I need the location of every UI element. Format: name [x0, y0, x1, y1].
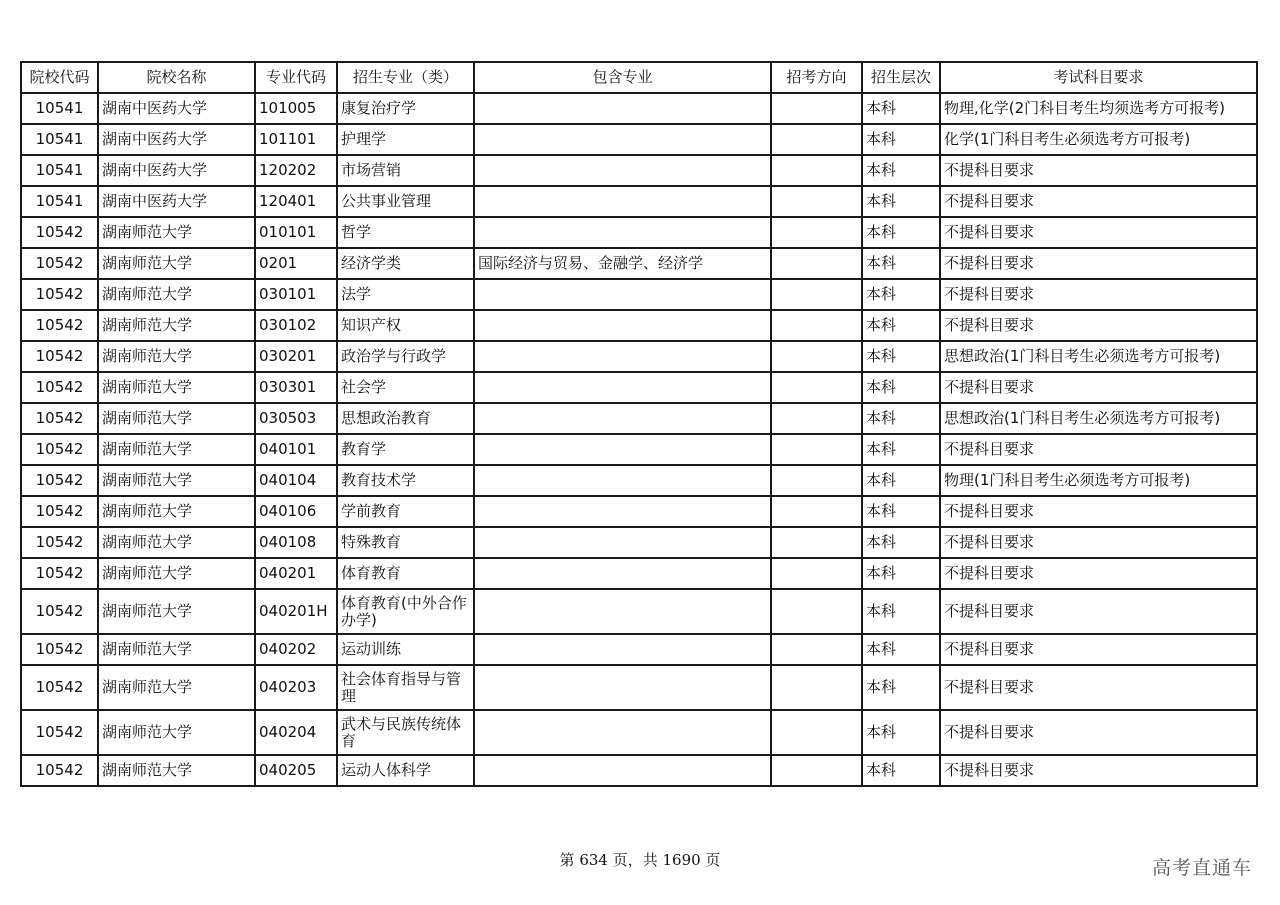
cell-school-name: 湖南师范大学	[98, 527, 255, 558]
cell-included-majors	[474, 403, 771, 434]
cell-direction	[771, 496, 862, 527]
cell-direction	[771, 527, 862, 558]
cell-subject-requirement: 物理,化学(2门科目考生均须选考方可报考)	[940, 93, 1257, 124]
table-row	[21, 372, 1257, 403]
cell-major: 法学	[337, 279, 474, 310]
cell-school-code: 10542	[21, 665, 98, 710]
cell-school-name: 湖南师范大学	[98, 755, 255, 786]
cell-major-code: 040104	[255, 465, 337, 496]
table-row	[21, 341, 1257, 372]
cell-included-majors	[474, 527, 771, 558]
cell-major: 运动训练	[337, 634, 474, 665]
cell-school-code: 10542	[21, 634, 98, 665]
cell-subject-requirement: 思想政治(1门科目考生必须选考方可报考)	[940, 341, 1257, 372]
cell-school-code: 10542	[21, 589, 98, 634]
header-row	[21, 62, 1257, 93]
cell-subject-requirement: 物理(1门科目考生必须选考方可报考)	[940, 465, 1257, 496]
cell-level: 本科	[862, 665, 940, 710]
cell-included-majors: 国际经济与贸易、金融学、经济学	[474, 248, 771, 279]
cell-school-code: 10542	[21, 710, 98, 755]
cell-subject-requirement: 思想政治(1门科目考生必须选考方可报考)	[940, 403, 1257, 434]
cell-school-name: 湖南师范大学	[98, 589, 255, 634]
cell-major-code: 101005	[255, 93, 337, 124]
table-row	[21, 403, 1257, 434]
cell-direction	[771, 434, 862, 465]
cell-school-name: 湖南师范大学	[98, 634, 255, 665]
cell-subject-requirement: 不提科目要求	[940, 755, 1257, 786]
cell-direction	[771, 589, 862, 634]
cell-major-code: 040106	[255, 496, 337, 527]
cell-subject-requirement: 不提科目要求	[940, 434, 1257, 465]
cell-school-code: 10542	[21, 558, 98, 589]
cell-major-code: 030201	[255, 341, 337, 372]
cell-included-majors	[474, 341, 771, 372]
cell-school-name: 湖南师范大学	[98, 496, 255, 527]
header-subject-requirement: 考试科目要求	[940, 62, 1257, 93]
table-row	[21, 310, 1257, 341]
cell-direction	[771, 341, 862, 372]
cell-major-code: 040204	[255, 710, 337, 755]
cell-level: 本科	[862, 93, 940, 124]
cell-major-code: 040108	[255, 527, 337, 558]
cell-major-code: 030101	[255, 279, 337, 310]
cell-level: 本科	[862, 217, 940, 248]
cell-school-name: 湖南中医药大学	[98, 186, 255, 217]
cell-school-name: 湖南师范大学	[98, 710, 255, 755]
cell-school-code: 10542	[21, 310, 98, 341]
cell-school-name: 湖南师范大学	[98, 372, 255, 403]
cell-major: 政治学与行政学	[337, 341, 474, 372]
cell-school-name: 湖南中医药大学	[98, 93, 255, 124]
cell-major: 社会学	[337, 372, 474, 403]
table-row	[21, 248, 1257, 279]
table-row	[21, 710, 1257, 755]
cell-major: 公共事业管理	[337, 186, 474, 217]
cell-subject-requirement: 化学(1门科目考生必须选考方可报考)	[940, 124, 1257, 155]
cell-major-code: 040203	[255, 665, 337, 710]
cell-major: 体育教育(中外合作办学)	[337, 589, 474, 634]
cell-included-majors	[474, 755, 771, 786]
cell-included-majors	[474, 665, 771, 710]
cell-school-code: 10542	[21, 755, 98, 786]
cell-school-name: 湖南师范大学	[98, 465, 255, 496]
cell-school-code: 10542	[21, 496, 98, 527]
cell-direction	[771, 665, 862, 710]
cell-major-code: 030301	[255, 372, 337, 403]
cell-direction	[771, 372, 862, 403]
cell-major-code: 030102	[255, 310, 337, 341]
cell-level: 本科	[862, 710, 940, 755]
cell-subject-requirement: 不提科目要求	[940, 634, 1257, 665]
cell-major: 社会体育指导与管理	[337, 665, 474, 710]
table-row	[21, 217, 1257, 248]
table-row	[21, 558, 1257, 589]
cell-level: 本科	[862, 403, 940, 434]
table-row	[21, 155, 1257, 186]
table-row	[21, 93, 1257, 124]
cell-major: 特殊教育	[337, 527, 474, 558]
cell-subject-requirement: 不提科目要求	[940, 665, 1257, 710]
cell-school-code: 10542	[21, 434, 98, 465]
cell-school-name: 湖南师范大学	[98, 665, 255, 710]
header-included-majors: 包含专业	[474, 62, 771, 93]
cell-school-name: 湖南师范大学	[98, 217, 255, 248]
cell-level: 本科	[862, 434, 940, 465]
cell-direction	[771, 710, 862, 755]
cell-included-majors	[474, 558, 771, 589]
table-row	[21, 634, 1257, 665]
cell-major: 康复治疗学	[337, 93, 474, 124]
cell-direction	[771, 93, 862, 124]
cell-subject-requirement: 不提科目要求	[940, 496, 1257, 527]
cell-major-code: 040201H	[255, 589, 337, 634]
cell-included-majors	[474, 589, 771, 634]
cell-school-code: 10542	[21, 527, 98, 558]
cell-major: 护理学	[337, 124, 474, 155]
cell-level: 本科	[862, 341, 940, 372]
cell-included-majors	[474, 93, 771, 124]
cell-level: 本科	[862, 527, 940, 558]
cell-direction	[771, 558, 862, 589]
cell-school-name: 湖南师范大学	[98, 558, 255, 589]
cell-major-code: 120401	[255, 186, 337, 217]
cell-school-code: 10542	[21, 403, 98, 434]
cell-direction	[771, 465, 862, 496]
table-row	[21, 527, 1257, 558]
cell-school-name: 湖南中医药大学	[98, 155, 255, 186]
cell-school-name: 湖南师范大学	[98, 341, 255, 372]
table-row	[21, 434, 1257, 465]
cell-included-majors	[474, 124, 771, 155]
cell-included-majors	[474, 465, 771, 496]
cell-major-code: 101101	[255, 124, 337, 155]
cell-school-name: 湖南中医药大学	[98, 124, 255, 155]
cell-included-majors	[474, 155, 771, 186]
cell-included-majors	[474, 279, 771, 310]
cell-school-code: 10542	[21, 341, 98, 372]
cell-direction	[771, 403, 862, 434]
cell-level: 本科	[862, 634, 940, 665]
cell-major: 教育学	[337, 434, 474, 465]
cell-school-code: 10542	[21, 217, 98, 248]
header-level: 招生层次	[862, 62, 940, 93]
table-row	[21, 755, 1257, 786]
cell-included-majors	[474, 496, 771, 527]
cell-school-code: 10542	[21, 372, 98, 403]
cell-level: 本科	[862, 589, 940, 634]
cell-major: 教育技术学	[337, 465, 474, 496]
cell-school-name: 湖南师范大学	[98, 434, 255, 465]
cell-school-name: 湖南师范大学	[98, 310, 255, 341]
table-row	[21, 665, 1257, 710]
cell-direction	[771, 279, 862, 310]
header-school-code: 院校代码	[21, 62, 98, 93]
cell-major-code: 040202	[255, 634, 337, 665]
cell-major: 武术与民族传统体育	[337, 710, 474, 755]
cell-major-code: 040205	[255, 755, 337, 786]
table-row	[21, 124, 1257, 155]
cell-subject-requirement: 不提科目要求	[940, 527, 1257, 558]
admissions-table	[20, 61, 1258, 787]
cell-school-name: 湖南师范大学	[98, 248, 255, 279]
cell-included-majors	[474, 186, 771, 217]
cell-subject-requirement: 不提科目要求	[940, 248, 1257, 279]
cell-school-code: 10542	[21, 279, 98, 310]
cell-school-code: 10541	[21, 186, 98, 217]
cell-direction	[771, 755, 862, 786]
table-row	[21, 279, 1257, 310]
cell-school-code: 10541	[21, 155, 98, 186]
cell-major: 运动人体科学	[337, 755, 474, 786]
cell-level: 本科	[862, 279, 940, 310]
page-number: 第 634 页，共 1690 页	[559, 851, 721, 869]
cell-included-majors	[474, 634, 771, 665]
cell-subject-requirement: 不提科目要求	[940, 279, 1257, 310]
cell-included-majors	[474, 310, 771, 341]
table-row	[21, 186, 1257, 217]
cell-direction	[771, 186, 862, 217]
cell-level: 本科	[862, 186, 940, 217]
cell-included-majors	[474, 710, 771, 755]
cell-school-code: 10541	[21, 93, 98, 124]
cell-included-majors	[474, 434, 771, 465]
cell-school-code: 10542	[21, 465, 98, 496]
cell-subject-requirement: 不提科目要求	[940, 710, 1257, 755]
cell-included-majors	[474, 372, 771, 403]
cell-level: 本科	[862, 465, 940, 496]
cell-school-name: 湖南师范大学	[98, 403, 255, 434]
cell-subject-requirement: 不提科目要求	[940, 217, 1257, 248]
cell-direction	[771, 310, 862, 341]
cell-direction	[771, 248, 862, 279]
cell-direction	[771, 155, 862, 186]
cell-direction	[771, 124, 862, 155]
cell-school-code: 10541	[21, 124, 98, 155]
cell-subject-requirement: 不提科目要求	[940, 155, 1257, 186]
cell-subject-requirement: 不提科目要求	[940, 372, 1257, 403]
table-row	[21, 589, 1257, 634]
header-major: 招生专业（类）	[337, 62, 474, 93]
cell-major: 学前教育	[337, 496, 474, 527]
cell-school-code: 10542	[21, 248, 98, 279]
cell-level: 本科	[862, 558, 940, 589]
cell-level: 本科	[862, 248, 940, 279]
cell-major: 经济学类	[337, 248, 474, 279]
cell-school-name: 湖南师范大学	[98, 279, 255, 310]
cell-major: 哲学	[337, 217, 474, 248]
cell-subject-requirement: 不提科目要求	[940, 186, 1257, 217]
cell-major-code: 120202	[255, 155, 337, 186]
cell-major: 体育教育	[337, 558, 474, 589]
cell-included-majors	[474, 217, 771, 248]
cell-level: 本科	[862, 310, 940, 341]
cell-level: 本科	[862, 124, 940, 155]
cell-level: 本科	[862, 155, 940, 186]
cell-level: 本科	[862, 496, 940, 527]
header-school-name: 院校名称	[98, 62, 255, 93]
cell-subject-requirement: 不提科目要求	[940, 310, 1257, 341]
header-direction: 招考方向	[771, 62, 862, 93]
cell-major-code: 040201	[255, 558, 337, 589]
cell-major: 思想政治教育	[337, 403, 474, 434]
cell-level: 本科	[862, 372, 940, 403]
cell-direction	[771, 217, 862, 248]
cell-major: 知识产权	[337, 310, 474, 341]
cell-level: 本科	[862, 755, 940, 786]
table-row	[21, 465, 1257, 496]
cell-direction	[771, 634, 862, 665]
cell-subject-requirement: 不提科目要求	[940, 589, 1257, 634]
cell-major-code: 040101	[255, 434, 337, 465]
cell-subject-requirement: 不提科目要求	[940, 558, 1257, 589]
cell-major-code: 0201	[255, 248, 337, 279]
cell-major-code: 030503	[255, 403, 337, 434]
cell-major: 市场营销	[337, 155, 474, 186]
watermark: 高考直通车	[1151, 857, 1252, 879]
header-major-code: 专业代码	[255, 62, 337, 93]
table-row	[21, 496, 1257, 527]
cell-major-code: 010101	[255, 217, 337, 248]
